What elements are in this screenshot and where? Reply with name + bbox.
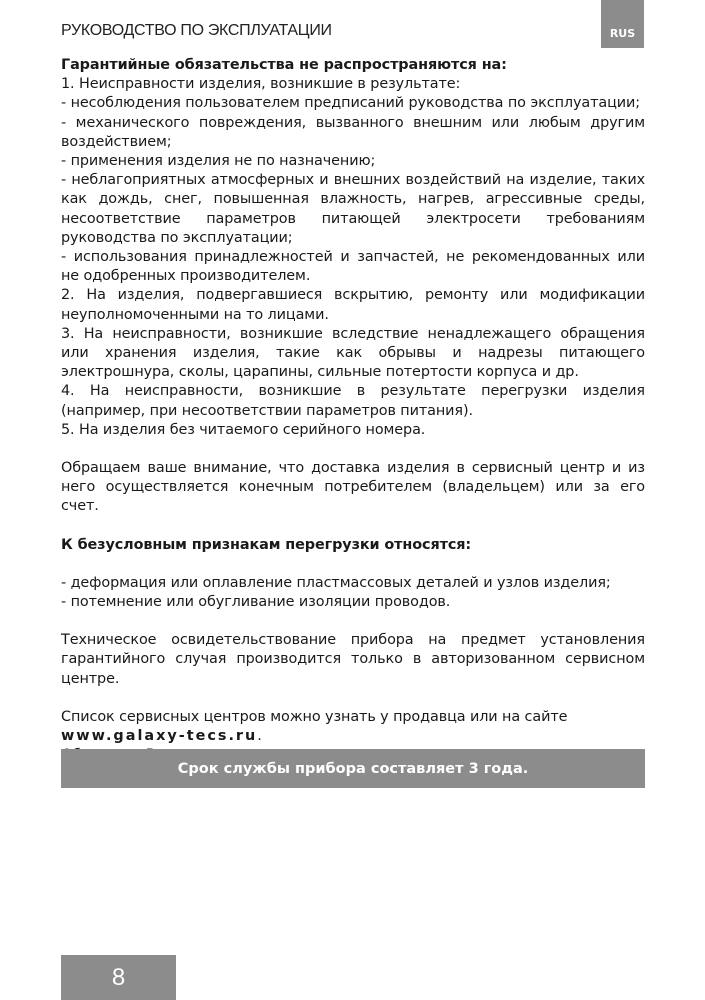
exclusion-sub-item: - применения изделия не по назначению;: [61, 153, 376, 170]
warranty-text: [61, 56, 645, 785]
exclusion-item-4: 4. На неисправности, возникшие в результате перегрузки изделия (например, при несоответствии параметров питания).: [61, 383, 645, 419]
language-tab: RUS: [601, 0, 644, 48]
overload-sign: - деформация или оплавление пластмассовых деталей и узлов изделия;: [61, 574, 611, 591]
exclusion-sub-item: - механического повреждения, вызванного внешним или любым другим воздействием;: [61, 114, 645, 150]
page-number: 8: [61, 955, 176, 1000]
exclusion-sub-item: - неблагоприятных атмосферных и внешних воздействий на изделие, таких как дождь, снег, повышенная влажность, нагрев, агрессивные среды, несоответствие параметров питающей электросети требованиям руководства по эксплуатации;: [61, 172, 645, 246]
website-link[interactable]: www.galaxy-tecs.ru: [61, 728, 258, 745]
overload-signs-heading: К безусловным признакам перегрузки относятся:: [61, 536, 472, 553]
website-line: www.galaxy-tecs.ru.: [61, 728, 262, 745]
exclusion-item-5: 5. На изделия без читаемого серийного номера.: [61, 421, 426, 438]
page-header-title: РУКОВОДСТВО ПО ЭКСПЛУАТАЦИИ: [61, 22, 332, 39]
exclusion-item-2: 2. На изделия, подвергавшиеся вскрытию, ремонту или модификации неуполномоченными на то лицами.: [61, 287, 645, 323]
warranty-exclusions-heading: Гарантийные обязательства не распространяются на:: [61, 57, 507, 73]
inspection-note: Техническое освидетельствование прибора на предмет установления гарантийного случая производится только в авторизованном сервисном центре.: [61, 632, 645, 687]
service-list-note: Список сервисных центров можно узнать у продавца или на сайте: [61, 708, 568, 725]
exclusion-sub-item: - использования принадлежностей и запчастей, не рекомендованных или не одобренных производителем.: [61, 249, 645, 285]
exclusion-sub-item: - несоблюдения пользователем предписаний руководства по эксплуатации;: [61, 95, 641, 112]
service-life-banner: Срок службы прибора составляет 3 года.: [61, 749, 645, 788]
delivery-note: Обращаем ваше внимание, что доставка изделия в сервисный центр и из него осуществляется конечным потребителем (владельцем) или за его счет.: [61, 460, 645, 515]
overload-sign: - потемнение или обугливание изоляции проводов.: [61, 594, 451, 611]
exclusion-item-3: 3. На неисправности, возникшие вследствие ненадлежащего обращения или хранения изделия, такие как обрывы и надрезы питающего электрошнура, сколы, царапины, сильные потертости корпуса и др.: [61, 325, 645, 381]
exclusion-item-1: 1. Неисправности изделия, возникшие в результате:: [61, 76, 461, 93]
